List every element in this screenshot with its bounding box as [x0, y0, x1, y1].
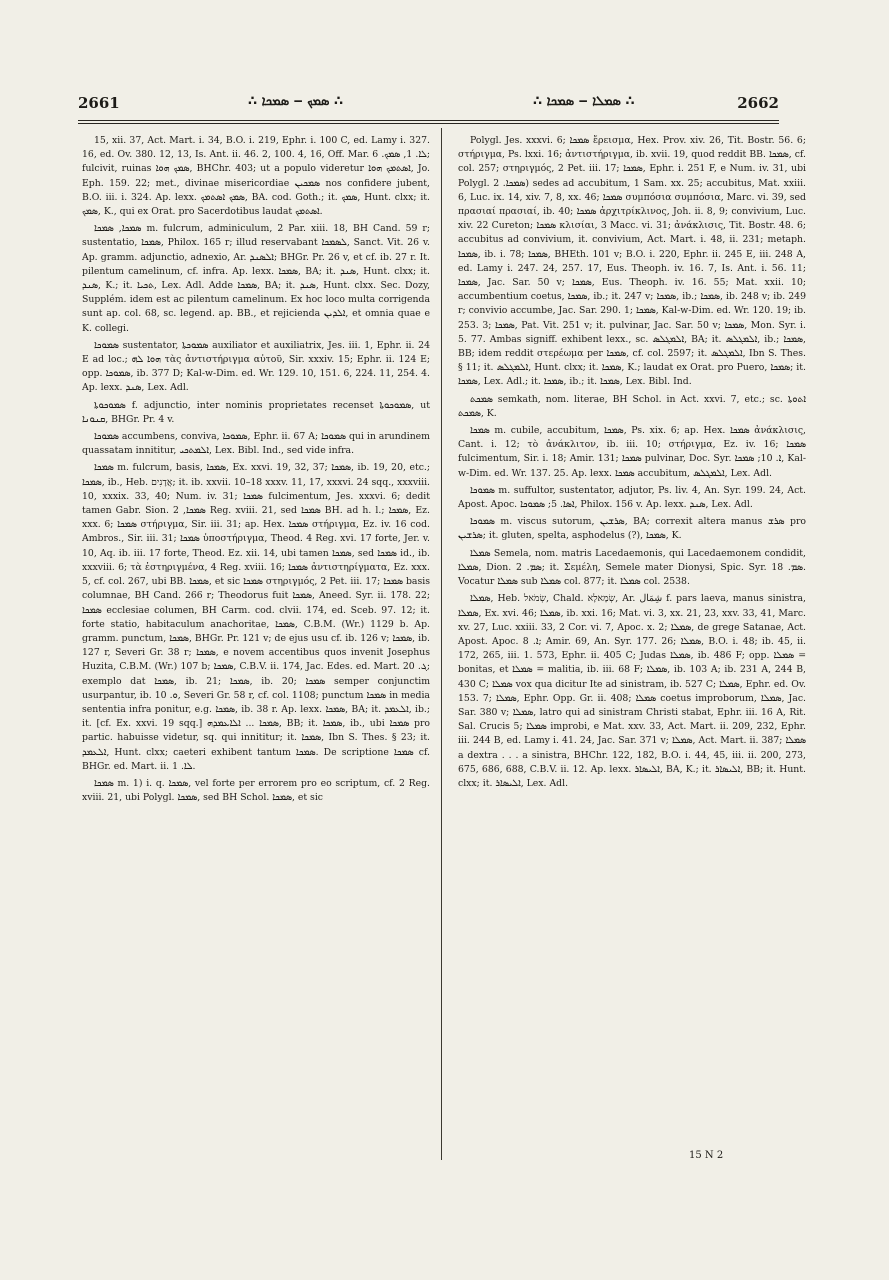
entry-paragraph: ܣܡܟܐ m. 1) i. q. ܣܡܟܐ, vel forte per errorem pro eo scriptum, cf. 2 Reg. xviii. 21, ubi Polygl. ܣܡܟܐ, sed BH Schol. ܣܡܟܐ, et sic	[82, 777, 430, 804]
printer-signature: 15 N 2	[689, 1150, 724, 1161]
entry-paragraph: ܣܡܘܟܐ sustentator, ܣܡܘܟܬܐ auxiliator et auxiliatrix, Jes. iii. 1, Ephr. ii. 24 E ad loc.; ܗܘܐ ܠܗ τὰς ἀντιστήριγμα αὐτοῦ, Sir. xxxiv. 15; Ephr. ii. 124 E; opp. ܣܡܘܟܐ, ib. 377 D; Kal-w-Dim. ed. Wr. 129. 10, 151. 6, 224. 11, 254. 4. Ap. lexx. ܣܢܕ, Lex. Adl.	[82, 339, 430, 394]
entry-paragraph: ܣܡܘܟܘܬܐ f. adjunctio, inter nominis proprietates recenset ܣܡܘܟܘܬܐ, ut ܩܢܘܢܐ, BHGr. Pr. 4 v.	[82, 399, 430, 425]
entry-paragraph: ܣܡܟܐ, ܣܡܟܐ m. fulcrum, adminiculum, 2 Par. xiii. 18, BH Cand. 59 r; sustentatio, ܣܡܟܐ, Philox. 165 r; illud reservabant ܠܣܡܟܐ, Sanct. Vit. 26 v. Ap. gramm. adjunctio, adnexio, Ar. ܐܠܣܢܕ; BHGr. Pr. 26 v, et cf. ib. 27 r. It. pilentum camelinum, cf. infra. Ap. lexx. ܣܡܟܐ, BA; it. ܣܢܕ, Hunt. clxx; it. ܣܢܕ, K.; it. ܬܟܝܐ, Lex. Adl. Adde ܣܡܟܐ, BA; it. ܣܢܕ, Hunt. clxx. Sec. Dozy, Supplém. idem est ac pilentum camelinum. Ex hoc loco multa corrigenda sunt ap. col. 68, sc. legend. ap. BB., et rejicienda ܐܠܕܝܢ, et omnia quae e K. collegi.	[82, 223, 431, 334]
entry-paragraph: ܣܡܟܐ m. fulcrum, basis, ܣܡܟܐ, Ex. xxvi. 19, 32, 37; ܣܡܟܐ, ib. 19, 20, etc.; ܣܡܟܐ, ib., Heb. אֲדָנִים; it. ib. xxvii. 10–18 xxxv. 11, 17, xxxvi. 24 sqq., xxxviii. 10, xxxix. 33, 40; Num. iv. 31; ܣܡܟܐ fulcimentum, Jes. xxxvi. 6; dedit tamen Gabr. Sion. ܣܡܟܐ, 2 Reg. xviii. 21, sed ܣܡܟܐ BH. ad h. l.; ܣܡܟܐ, Ez. xxx. 6; ܣܡܟܐ στήριγμα, Sir. iii. 31; ap. Hex. ܣܡܟܐ στήριγμα, Ez. iv. 16 cod. Ambros., Sir. iii. 31; ܣܡܟܐ ὑποστήριγμα, Theod. 4 Reg. xvi. 17 forte, Jer. v. 10, Aq. ib. iii. 17 forte, Theod. Ez. xii. 14, ubi tamen ܣܡܟܐ, sed ܣܡܟܐ id., ib. xxxviii. 6; τὰ ἐστηριγμένα, 4 Reg. xviii. 16; ܣܡܟܐ ἀντιστηρίγματα, Ez. xxx. 5, cf. col. 267, ubi BB. ܣܡܟܐ, et sic ܣܡܟܐ στηριγμός, 2 Pet. iii. 17; ܣܡܟܐ basis columnae, BH Cand. 266 r; Theodorus fuit ܣܡܟܐ, Aneed. Syr. ii. 178. 22; ܣܡܟܐ ecclesiae columen, BH Carm. cod. clvii. 174, ed. Sceb. 97. 12; it. forte statio, habitaculum anachoritae, ܣܡܟܐ, C.B.M. (Wr.) 1129 b. Ap. gramm. punctum, ܣܡܟܐ, BHGr. Pr. 121 v; de ejus usu cf. ib. 126 v; ܣܡܟܐ, ib. 127 r, Severi Gr. 38 r; ܣܡܟܐ, e novem accentibus quos invenit Josephus Huzita, C.B.M. (Wr.) 107 b; ܣܡܟܐ, C.B.V. ii. 174, Jac. Edes. ed. Mart. ܓ. 20; exemplo dat ܣܡܟܐ, ib. 21; ܣܡܟܐ, ib. 20; ܣܡܟܐ semper conjunctim usurpantur, ib. ܘ. 10, Severi Gr. 58 r, cf. col. 1108; punctum ܣܡܟܐ in media sententia infra ponitur, e.g. ܣܡܟܐ, ib. 38 r. Ap. lexx. ܣܡܟܐ, BA; it. ܐܠܥܡܕ, ib.; it. [cf. Ex. xxvi. 19 sqq.] ܣܡܟܐ ... ܐܠܐܥܡܕܗ, BB; it. ܣܡܟܐ, ib., ubi ܣܡܟܐ pro partic. habuisse videtur, sq. qui innititur; it. ܣܡܟܐ, Ibn S. Thes. § 23; it. ܐܠܥܡܕ, Hunt. clxx; caeteri exhibent tantum ܣܡܟܐ. De scriptione ܣܡܟܐ cf. BHGr. ed. Mart. ii. ܠܐ. 1.	[82, 462, 431, 772]
entry-paragraph: ܣܡܘܟܐ m. suffultor, sustentator, adjutor, Ps. liv. 4, An. Syr. 199. 24, Act. Apost. Apoc. ܐܣܐ. 5; ܣܡܘܟܐ, Philox. 156 v. Ap. lexx. ܣܢܕ, Lex. Adl.	[458, 484, 806, 511]
page-header	[78, 92, 779, 118]
running-head-right: ∴ ܣܡܠܐ ‒ ܣܡܟܐ ∴	[533, 94, 635, 109]
entry-paragraph: ܣܡܘܟܐ m. viscus sutorum, ܣܪܫܝܢ, BA; correxit altera manus ܣܪܫ pro ܣܪܫܝܢ; it. gluten, spelta, asphodelus (?), ܣܡܟܐ, K.	[458, 516, 806, 542]
entry-paragraph: ܣܡܠܐ Semela, nom. matris Lacedaemonis, qui Lacedaemonem condidit, ܣܡܠܐ, Dion. ܣܡ. 2; it. Σεμέλη, Semele mater Dionysi, Spic. Syr. ܣܡ. 18. Vocatur ܣܡܠܐ sub ܣܡܠܐ col. 877; it. ܣܡܠܐ col. 2538.	[458, 547, 806, 588]
column-divider	[441, 128, 442, 1160]
entry-paragraph: Polygl. Jes. xxxvi. 6; ܣܡܟܐ ἔρεισμα, Hex. Prov. xiv. 26, Tit. Bostr. 56. 6; στήριγμα, Ps. lxxi. 16; ἀντιστήριγμα, ib. xvii. 19, quod reddit BB. ܣܡܟܐ, cf. col. 257; στηριγμός, 2 Pet. iii. 17; ܣܡܟܐ, Ephr. i. 251 F, e Num. iv. 31, ubi Polygl. ܣܡܟܐ. 2) sedes ad accubitum, 1 Sam. xx. 25; accubitus, Mat. xxiii. 6, Luc. ix. 14, xiv. 7, 8, xx. 46; ܣܡܟܐ συμπόσια συμπόσια, Marc. vi. 39, sed πρασιαί πρασιαί, ib. 40; ܣܡܟܐ ἀρχιτρίκλινος, Joh. ii. 8, 9; convivium, Luc. xiv. 22 Cureton; ܣܡܟܐ κλισίαι, 3 Macc. vi. 31; ἀνάκλισις, Tit. Bostr. 48. 6; accubitus ad convivium, it. convivium, Act. Mart. i. 48, ii. 231; metaph. ܣܡܟܐ, ib. i. 78; ܣܡܟܐ, BHEth. 101 v; B.O. i. 220, Ephr. ii. 245 E, iii. 248 A, ed. Lamy i. 247. 24, 257. 17, Eus. Theoph. iv. 16. 7, Is. Ant. i. 56. 11; ܣܡܟܐ, Jac. Sar. 50 v; ܣܡܟܐ, Eus. Theoph. iv. 16. 55; Mat. xxii. 10; accumbentium coetus, ܣܡܟܐ, ib.; it. 247 v; ܣܡܟܐ, ib.; ܣܡܟܐ, ib. 248 v; ib. 249 r; convivio accumbe, Jac. Sar. 290. 1; ܣܡܟܐ, Kal-w-Dim. ed. Wr. 120. 19; ib. 253. 3; ܣܡܟܐ, Pat. Vit. 251 v; it. pulvinar, Jac. Sar. 50 v; ܣܡܟܐ, Mon. Syr. i. 5. 77. Ambas signiff. exhibent lexx., sc. ܐܠܡܓܠܣ, BA; it. ܐܠܡܓܠܣ, ib.; ܣܡܟܐ, BB; idem reddit στερέωμα per ܣܡܟܐ, cf. col. 2597; it. ܐܠܡܓܠܣ, Ibn S. Thes. § 11; it. ܐܠܡܓܠܣ, Hunt. clxx; it. ܣܡܟܐ, K.; laudat ex Orat. pro Puero, ܣܡܟܐ; it. ܣܡܟܐ, Lex. Adl.; it. ܣܡܟܐ, ib.; it. ܣܡܟܐ, Lex. Bibl. Ind.	[458, 135, 807, 388]
entry-paragraph: ܣܡܘܟܐ accumbens, conviva, ܣܡܘܟܐ, Ephr. ii. 67 A; ܣܡܘܟܐ qui in arundinem quassatam innititur, ܐܠܡܬܟܝ, Lex. Bibl. Ind., sed vide infra.	[82, 431, 431, 457]
entry-paragraph: ܣܡܟܐ m. cubile, accubitum, ܣܡܟܐ, Ps. xix. 6; ap. Hex. ܣܡܟܐ ἀνάκλισις, Cant. i. 12; τὸ ἀνάκλιτον, ib. iii. 10; στήριγμα, Ez. iv. 16; ܣܡܟܐ fulcimentum, Sir. i. 18; Amir. 131; ܣܡܟܐ pulvinar, Doc. Syr. ܐ. 10; ܣܡܟܐ, Kal-w-Dim. ed. Wr. 137. 25. Ap. lexx. ܣܡܟܐ accubitum, ܐܠܡܓܠܣ, Lex. Adl.	[458, 425, 807, 479]
running-head-left: ∴ ܣܡܟ ‒ ܣܡܟܐ ∴	[248, 94, 344, 109]
header-rule-secondary	[78, 123, 779, 124]
entry-paragraph: 15, xii. 37, Act. Mart. i. 34, B.O. i. 219, Ephr. i. 100 C, ed. Lamy i. 327. 16, ed. Ov. 380. 12, 13, Is. Ant. ii. 46. 2, 100. 4, 16, Off. Mar. ܠܐ. 1, ܣܡܟ. 6; fulcivit, ruinas ܣܡܟ ܗܘܐ, BHChr. 403; ut a populo videretur ܐܣܬܡܟ ܗܘܐ, Jo. Eph. 159. 22; met., divinae misericordiae ܣܡܟܝܢ nos confidere jubent, B.O. iii. i. 324. Ap. lexx. ܣܡܟ ܐܣܬܡܟ, BA. cod. Goth.; it. ܣܡܟ, Hunt. clxx; it. ܣܡܟ, K., qui ex Orat. pro Sacerdotibus laudat ܐܣܬܡܟ.	[82, 135, 431, 218]
header-rule	[78, 120, 779, 121]
entry-paragraph: ܣܡܠܐ, Heb. שְׂמֹאל, Chald. שְׂמָאלָא, Ar. شِمَال f. pars laeva, manus sinistra, ܣܡܠܐ, Ex. xvi. 46; ܣܡܠܐ, ib. xxi. 16; Mat. vi. 3, xx. 21, 23, xxv. 33, 41, Marc. xv. 27, Luc. xxiii. 33, 2 Cor. vi. 7, Apoc. x. 2; ܣܡܠܐ, de grege Satanae, Act. Apost. Apoc. ܐ. 8; Amir. 69, An. Syr. 177. 26; ܣܡܠܐ, B.O. i. 48; ib. 45, ii. 172, 265, iii. 1. 573, Ephr. ii. 405 C; Judas ܣܡܠܐ, ib. 486 F; opp. ܣܡܠܐ = bonitas, et ܣܡܠܐ = malitia, ib. iii. 68 F; ܣܡܠܐ, ib. 103 A; ib. 231 A, 244 B, 430 C; ܣܡܠܐ vox qua dicitur Ite ad sinistram, ib. 527 C; ܣܡܠܐ, Ephr. ed. Ov. 153. 7; ܣܡܠܐ, Ephr. Opp. Gr. ii. 408; ܣܡܠܐ coetus improborum, ܣܡܠܐ, Jac. Sar. 380 v; ܣܡܠܐ, latro qui ad sinistram Christi stabat, Ephr. iii. 16 A, Rit. Sal. Crucis 5; ܣܡܠܐ improbi, e Mat. xxv. 33, Act. Mart. ii. 209, 232, Ephr. iii. 244 B, ed. Lamy i. 41. 24, Jac. Sar. 371 v; ܣܡܠܐ, Act. Mart. ii. 387; ܣܡܠܐ a dextra . . . a sinistra, BHChr. 122, 182, B.O. i. 44, 45, iii. ii. 200, 273, 675, 686, 688, C.B.V. ii. 12. Ap. lexx. ܐܠܝܣܐܪ, BA, K.; it. ܐܠܝܣܐܪ, BB; it. Hunt. clxx; it. ܐܠܝܣܐܪ, Lex. Adl.	[458, 593, 807, 789]
right-column	[458, 134, 806, 791]
left-column	[82, 134, 430, 805]
page-number-left: 2661	[78, 94, 120, 112]
entry-paragraph: ܣܡܟܬ semkath, nom. literae, BH Schol. in Act. xxvi. 7, etc.; sc. ܐܬܘܬܐ ܣܡܟܬ, K.	[458, 393, 806, 419]
page-number-right: 2662	[737, 94, 779, 112]
